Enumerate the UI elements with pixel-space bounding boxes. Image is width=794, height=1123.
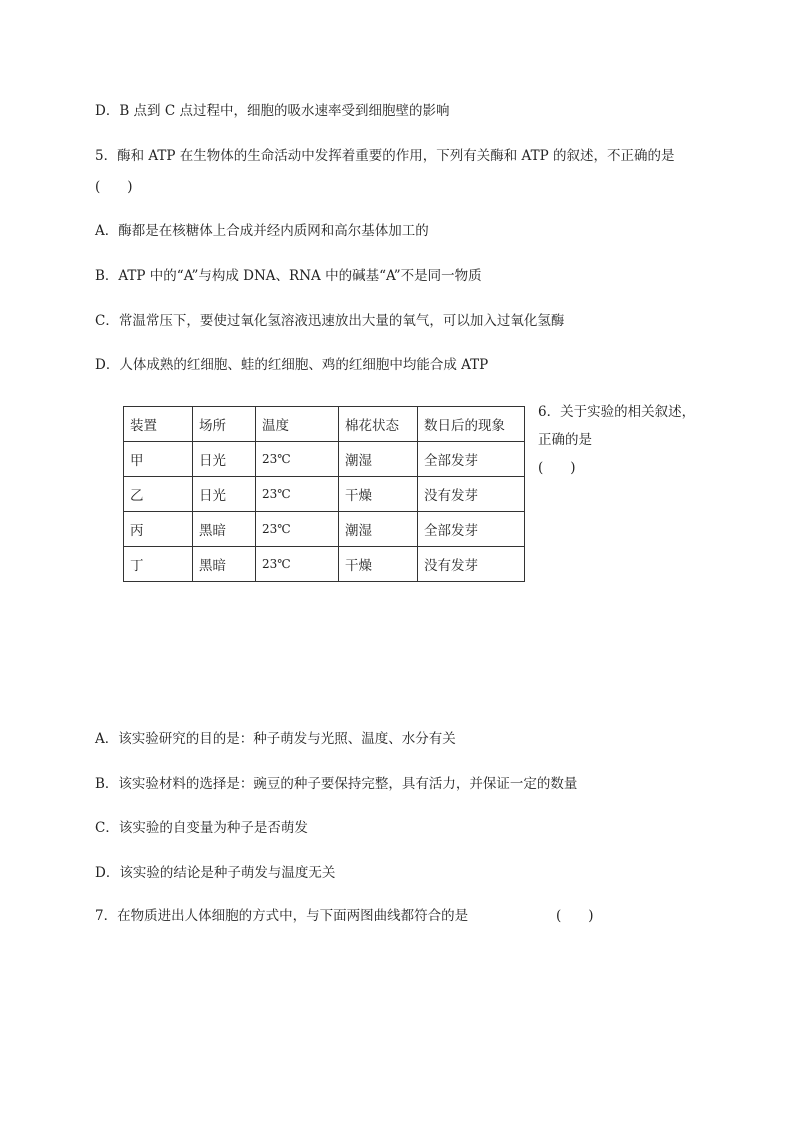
q6-option-c: C．该实验的自变量为种子是否萌发	[95, 820, 308, 836]
table-row	[124, 512, 525, 547]
table-header-cell: 场所	[193, 407, 256, 442]
table-cell: 甲	[124, 442, 193, 477]
q7-answer-paren: ( )	[556, 908, 594, 924]
table-cell: 23℃	[256, 442, 339, 477]
q5-stem: 5．酶和 ATP 在生物体的生命活动中发挥着重要的作用，下列有关酶和 ATP 的叙述，不正确的是	[95, 148, 675, 164]
q5-option-a: A．酶都是在核糖体上合成并经内质网和高尔基体加工的	[95, 223, 429, 239]
q6-option-b: B．该实验材料的选择是：豌豆的种子要保持完整，具有活力，并保证一定的数量	[95, 776, 578, 792]
table-header-cell: 装置	[124, 407, 193, 442]
table-cell: 黑暗	[193, 547, 256, 582]
table-cell: 乙	[124, 477, 193, 512]
table-cell: 潮湿	[339, 442, 418, 477]
table-cell: 23℃	[256, 547, 339, 582]
q5-answer-paren: ( )	[95, 179, 133, 195]
q4-option-d: D．B 点到 C 点过程中，细胞的吸水速率受到细胞壁的影响	[95, 103, 450, 119]
q6-stem	[538, 398, 718, 482]
table-header-row	[124, 407, 525, 442]
q6-answer-paren: ( )	[538, 460, 576, 476]
q6-stem-line1: 6．关于实验的相关叙述，	[538, 404, 696, 420]
table-cell: 日光	[193, 477, 256, 512]
table-cell: 全部发芽	[418, 442, 525, 477]
table-cell: 黑暗	[193, 512, 256, 547]
table-cell: 23℃	[256, 477, 339, 512]
q6-stem-line2: 正确的是	[538, 432, 592, 448]
table-header-cell: 棉花状态	[339, 407, 418, 442]
q5-option-c: C．常温常压下，要使过氧化氢溶液迅速放出大量的氧气，可以加入过氧化氢酶	[95, 313, 565, 329]
q5-option-b: B．ATP 中的“A”与构成 DNA、RNA 中的碱基“A”不是同一物质	[95, 268, 482, 284]
q6-option-d: D．该实验的结论是种子萌发与温度无关	[95, 865, 336, 881]
table-row	[124, 547, 525, 582]
experiment-table	[123, 406, 525, 582]
table-header-cell: 温度	[256, 407, 339, 442]
table-cell: 干燥	[339, 547, 418, 582]
table-cell: 全部发芽	[418, 512, 525, 547]
q6-option-a: A．该实验研究的目的是：种子萌发与光照、温度、水分有关	[95, 731, 456, 747]
table-cell: 23℃	[256, 512, 339, 547]
q5-option-d: D．人体成熟的红细胞、蛙的红细胞、鸡的红细胞中均能合成 ATP	[95, 357, 489, 373]
table-cell: 日光	[193, 442, 256, 477]
table-cell: 干燥	[339, 477, 418, 512]
table-row	[124, 477, 525, 512]
table-cell: 丁	[124, 547, 193, 582]
table-header-cell: 数日后的现象	[418, 407, 525, 442]
table-cell: 没有发芽	[418, 547, 525, 582]
table-row	[124, 442, 525, 477]
table-cell: 丙	[124, 512, 193, 547]
table-cell: 潮湿	[339, 512, 418, 547]
q7-stem: 7．在物质进出人体细胞的方式中，与下面两图曲线都符合的是	[95, 908, 469, 924]
table-cell: 没有发芽	[418, 477, 525, 512]
